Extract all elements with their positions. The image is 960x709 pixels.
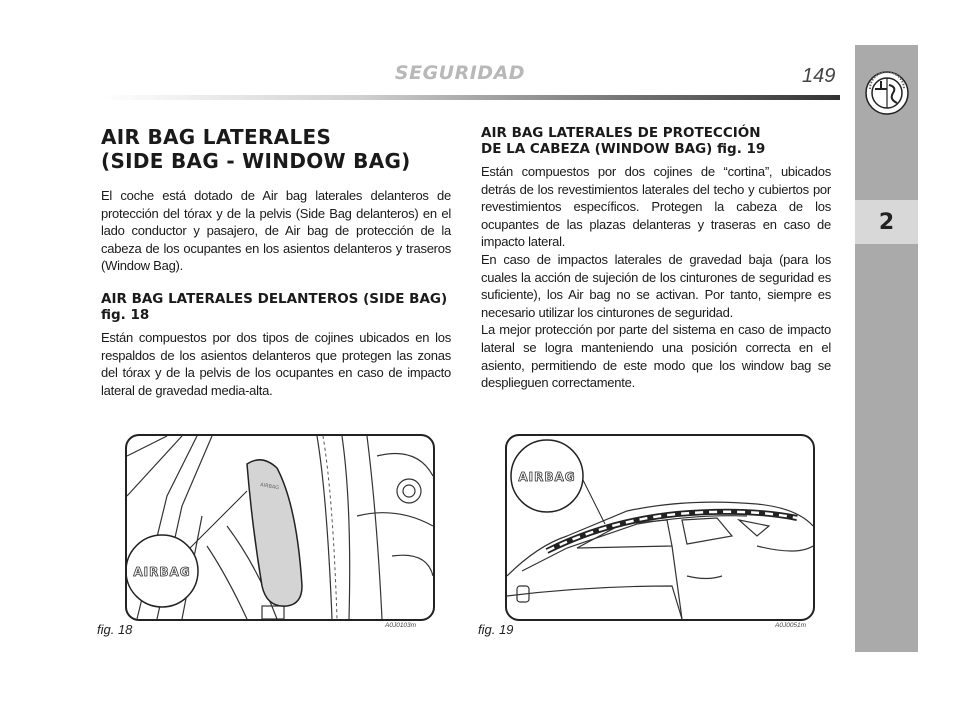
window-bag-heading-line1: AIR BAG LATERALES DE PROTECCIÓN <box>481 125 761 141</box>
section-title: SEGURIDAD <box>394 62 526 84</box>
airbag-badge-label: AIRBAG <box>518 470 576 484</box>
header-rule <box>100 95 840 100</box>
car-illustration <box>507 436 813 619</box>
main-title-line1: AIR BAG LATERALES <box>101 125 332 149</box>
figure-19-window-bag <box>505 434 815 621</box>
chapter-tab[interactable]: 2 <box>855 200 918 244</box>
side-bag-heading <box>101 291 451 323</box>
figure-19-code: A0J0051m <box>775 622 807 629</box>
window-bag-paragraph-2: En caso de impactos laterales de gravedad baja (para los cuales la acción de sujeción de los cinturones de seguridad es suficiente), los Air bag no se activan. Por tanto, siempre es necesario utilizar los cinturones de seguridad. <box>481 251 831 320</box>
alfa-romeo-logo-icon <box>865 71 909 115</box>
figure-18-code: A0J0103m <box>385 622 417 629</box>
side-bag-heading-line2: fig. 18 <box>101 306 150 323</box>
figure-19-caption: fig. 19 <box>478 622 514 637</box>
window-bag-heading-line2: DE LA CABEZA (WINDOW BAG) fig. 19 <box>481 141 766 157</box>
side-bag-heading-line1: AIR BAG LATERALES DELANTEROS (SIDE BAG) <box>101 290 448 307</box>
window-bag-paragraph-3: La mejor protección por parte del sistema en caso de impacto lateral se logra manteniendo una posición correcta en el asiento, permitiendo de este modo que los window bag se desplieguen correctamente. <box>481 322 831 391</box>
right-column <box>481 125 831 392</box>
side-bag-panel <box>247 460 302 606</box>
figure-18-caption: fig. 18 <box>97 622 133 637</box>
main-title-line2: (SIDE BAG - WINDOW BAG) <box>101 149 411 173</box>
intro-paragraph: El coche está dotado de Air bag laterales delanteros de protección del tórax y de la pelvis (Side Bag delanteros) en el lado conductor y pasajero, de Air bag de protección de la cabeza de los ocupantes en los asientos delanteros y traseros (Window Bag). <box>101 188 451 274</box>
page-number: 149 <box>802 65 836 87</box>
side-bag-paragraph: Están compuestos por dos tipos de cojines ubicados en los respaldos de los asientos delanteros que protegen las zonas del tórax y de la pelvis de los ocupantes en caso de impacto lateral de gravedad media-alta. <box>101 329 451 398</box>
window-bag-heading <box>481 125 831 157</box>
main-title <box>101 125 451 173</box>
chapter-sidebar <box>855 45 918 652</box>
seat-illustration <box>127 436 433 619</box>
figure-18-side-bag <box>125 434 435 621</box>
seat-airbag-label: AIRBAG <box>259 482 280 492</box>
window-bag-paragraph-1: Están compuestos por dos cojines de “cortina”, ubicados detrás de los revestimientos laterales del techo y cubiertos por revestimientos específicos. Protegen la cabeza de los ocupantes de las plazas delanteras y traseras en caso de impacto lateral. <box>481 164 831 250</box>
airbag-badge-label: AIRBAG <box>133 565 191 579</box>
left-column <box>101 125 451 415</box>
